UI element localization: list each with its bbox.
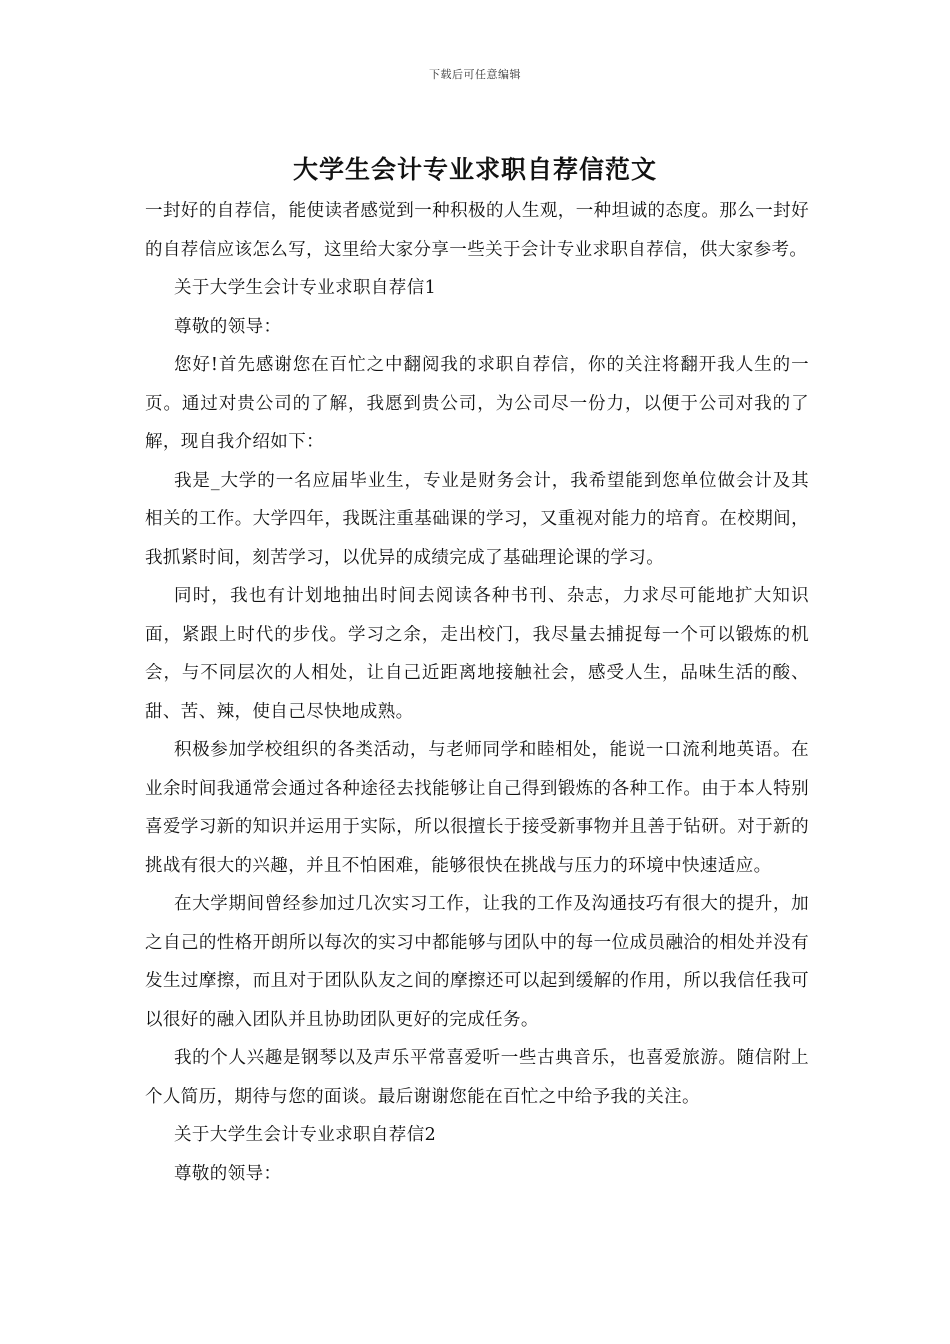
document-title: 大学生会计专业求职自荐信范文 — [292, 155, 657, 184]
body-paragraph: 积极参加学校组织的各类活动，与老师同学和睦相处，能说一口流利地英语。在业余时间我通常会通过各种途径去找能够让自己得到锻炼的各种工作。由于本人特别喜爱学习新的知识并运用于实际，所以很擅长于接受新事物并且善于钻研。对于新的挑战有很大的兴趣，并且不怕困难，能够很快在挑战与压力的环境中快速适应。 — [145, 740, 809, 876]
intro-paragraph: 一封好的自荐信，能使读者感觉到一种积极的人生观，一种坦诚的态度。那么一封好的自荐信应该怎么写，这里给大家分享一些关于会计专业求职自荐信，供大家参考。 — [145, 201, 809, 260]
letter-heading-2: 关于大学生会计专业求职自荐信2 — [174, 1125, 437, 1145]
salutation-1: 尊敬的领导： — [174, 316, 282, 337]
body-paragraph: 您好!首先感谢您在百忙之中翻阅我的求职自荐信，你的关注将翻开我人生的一页。通过对贵公司的了解，我愿到贵公司，为公司尽一份力，以便于公司对我的了解，现自我介绍如下： — [145, 355, 809, 452]
closing-paragraph: 我的个人兴趣是钢琴以及声乐平常喜爱听一些古典音乐，也喜爱旅游。随信附上个人简历，期待与您的面谈。最后谢谢您能在百忙之中给予我的关注。 — [145, 1048, 809, 1107]
body-paragraph: 同时，我也有计划地抽出时间去阅读各种书刊、杂志，力求尽可能地扩大知识面，紧跟上时代的步伐。学习之余，走出校门，我尽量去捕捉每一个可以锻炼的机会，与不同层次的人相处，让自己近距离地接触社会，感受人生，品味生活的酸、甜、苦、辣，使自己尽快地成熟。 — [145, 586, 809, 722]
body-paragraph: 在大学期间曾经参加过几次实习工作，让我的工作及沟通技巧有很大的提升，加之自己的性格开朗所以每次的实习中都能够与团队中的每一位成员融洽的相处并没有发生过摩擦，而且对于团队队友之间的摩擦还可以起到缓解的作用，所以我信任我可以很好的融入团队并且协助团队更好的完成任务。 — [145, 894, 809, 1030]
document-body — [145, 192, 809, 1193]
header-note: 下载后可任意编辑 — [429, 68, 521, 81]
letter-heading-1: 关于大学生会计专业求职自荐信1 — [174, 278, 437, 298]
body-paragraph: 我是_大学的一名应届毕业生，专业是财务会计，我希望能到您单位做会计及其相关的工作。大学四年，我既注重基础课的学习，又重视对能力的培育。在校期间，我抓紧时间，刻苦学习，以优异的成绩完成了基础理论课的学习。 — [145, 470, 809, 568]
salutation-2: 尊敬的领导： — [174, 1163, 282, 1184]
